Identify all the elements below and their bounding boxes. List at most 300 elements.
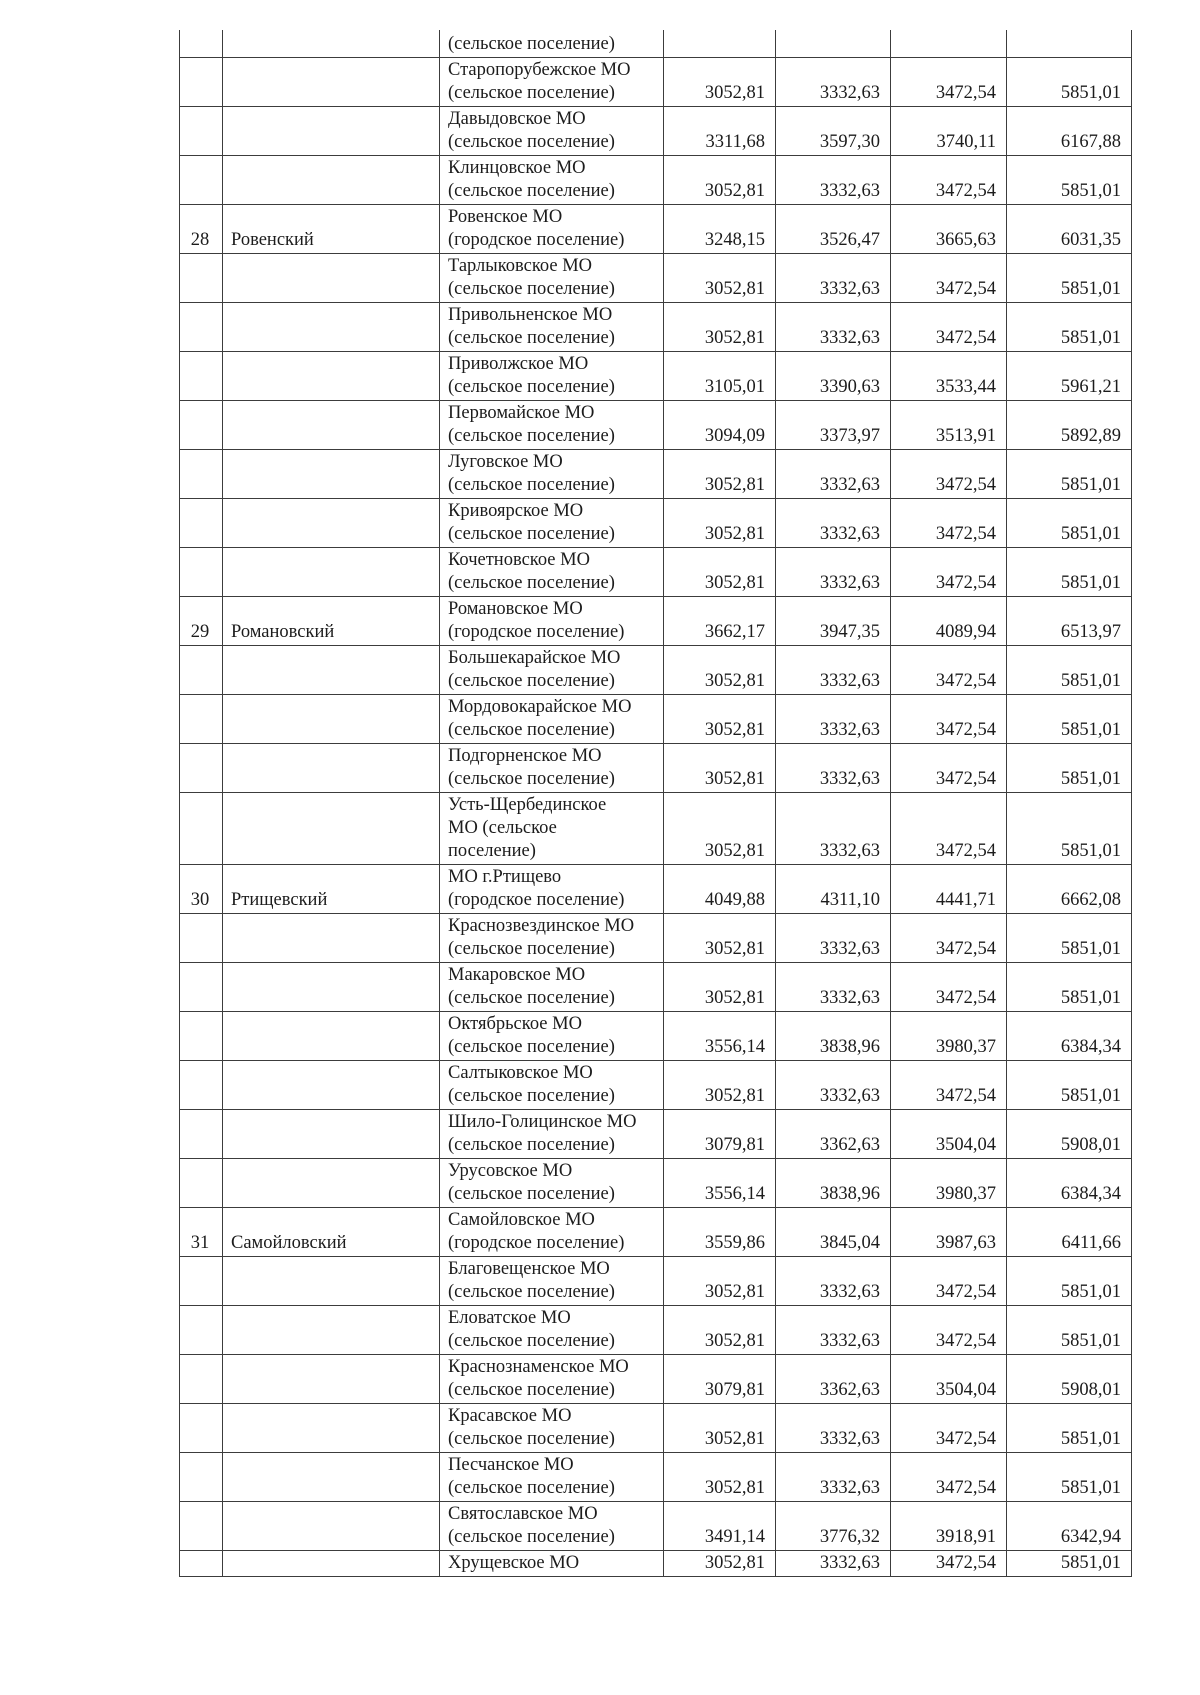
rate-value-cell-4: 6411,66 bbox=[1007, 1208, 1132, 1257]
district-name-cell bbox=[223, 30, 440, 58]
municipality-name-line: Святославское МО bbox=[448, 1504, 598, 1524]
rate-value-cell-3: 3472,54 bbox=[891, 1453, 1007, 1502]
rate-value-cell-4: 5892,89 bbox=[1007, 401, 1132, 450]
rate-value-cell-1: 4049,88 bbox=[664, 865, 776, 914]
row-number-cell: 30 bbox=[180, 865, 223, 914]
rate-value-cell-2: 3332,63 bbox=[776, 254, 891, 303]
rate-value-cell-2: 3332,63 bbox=[776, 793, 891, 865]
row-number-cell bbox=[180, 352, 223, 401]
municipality-name-line: (сельское поселение) bbox=[448, 671, 615, 691]
table-row bbox=[180, 865, 1132, 914]
municipality-name-cell bbox=[440, 205, 664, 254]
row-number-cell: 29 bbox=[180, 597, 223, 646]
rate-value-cell-3: 3472,54 bbox=[891, 1551, 1007, 1577]
rate-value-cell-1: 3052,81 bbox=[664, 156, 776, 205]
rate-value-cell-3: 3472,54 bbox=[891, 744, 1007, 793]
rate-value-cell-2: 3373,97 bbox=[776, 401, 891, 450]
rate-value-cell-4: 5851,01 bbox=[1007, 58, 1132, 107]
municipality-name-line: (сельское поселение) bbox=[448, 1135, 615, 1155]
rate-value-cell-2: 3332,63 bbox=[776, 1551, 891, 1577]
rate-value-cell-2: 3332,63 bbox=[776, 156, 891, 205]
rate-value-cell-1: 3079,81 bbox=[664, 1355, 776, 1404]
municipality-name-cell bbox=[440, 793, 664, 865]
table-row bbox=[180, 963, 1132, 1012]
municipality-name-cell bbox=[440, 1306, 664, 1355]
table-row bbox=[180, 914, 1132, 963]
municipality-name-cell bbox=[440, 1208, 664, 1257]
row-number-cell bbox=[180, 107, 223, 156]
district-name-cell bbox=[223, 1502, 440, 1551]
row-number-cell bbox=[180, 1453, 223, 1502]
municipality-name-cell bbox=[440, 499, 664, 548]
row-number-cell bbox=[180, 695, 223, 744]
row-number-cell bbox=[180, 1306, 223, 1355]
rate-value-cell-1: 3052,81 bbox=[664, 914, 776, 963]
district-name-cell bbox=[223, 1110, 440, 1159]
table-row bbox=[180, 1159, 1132, 1208]
rate-value-cell-4: 5908,01 bbox=[1007, 1355, 1132, 1404]
rate-value-cell-3: 3987,63 bbox=[891, 1208, 1007, 1257]
table-row bbox=[180, 1355, 1132, 1404]
table-row bbox=[180, 1061, 1132, 1110]
municipality-name-line: Еловатское МО bbox=[448, 1308, 571, 1328]
municipality-name-line: Шило-Голицинское МО bbox=[448, 1112, 637, 1132]
municipality-name-cell bbox=[440, 1404, 664, 1453]
table-row bbox=[180, 548, 1132, 597]
district-name-cell: Самойловский bbox=[223, 1208, 440, 1257]
rate-value-cell-1: 3079,81 bbox=[664, 1110, 776, 1159]
rate-value-cell-2: 3332,63 bbox=[776, 548, 891, 597]
rate-value-cell-2: 3332,63 bbox=[776, 646, 891, 695]
settlement-rates-table bbox=[179, 30, 1132, 1577]
district-name-cell bbox=[223, 744, 440, 793]
municipality-name-cell bbox=[440, 107, 664, 156]
municipality-name-line: (сельское поселение) bbox=[448, 1331, 615, 1351]
rate-value-cell-2: 3362,63 bbox=[776, 1355, 891, 1404]
municipality-name-cell bbox=[440, 865, 664, 914]
row-number-cell bbox=[180, 30, 223, 58]
municipality-name-cell bbox=[440, 352, 664, 401]
municipality-name-line: МО (сельское bbox=[448, 818, 557, 838]
municipality-name-line: (сельское поселение) bbox=[448, 1282, 615, 1302]
municipality-name-line: (сельское поселение) bbox=[448, 426, 615, 446]
row-number-cell bbox=[180, 1110, 223, 1159]
rate-value-cell-2: 3362,63 bbox=[776, 1110, 891, 1159]
rate-value-cell-1: 3556,14 bbox=[664, 1012, 776, 1061]
municipality-name-line: Тарлыковское МО bbox=[448, 256, 593, 276]
rate-value-cell-3: 3504,04 bbox=[891, 1110, 1007, 1159]
rate-value-cell-1: 3052,81 bbox=[664, 744, 776, 793]
rate-value-cell-3: 3980,37 bbox=[891, 1159, 1007, 1208]
municipality-name-line: (сельское поселение) bbox=[448, 1527, 615, 1547]
rate-value-cell-1: 3556,14 bbox=[664, 1159, 776, 1208]
table-row bbox=[180, 1502, 1132, 1551]
rate-value-cell-3: 3472,54 bbox=[891, 156, 1007, 205]
rate-value-cell-1: 3311,68 bbox=[664, 107, 776, 156]
municipality-name-line: Краснозвездинское МО bbox=[448, 916, 635, 936]
rate-value-cell-3: 3472,54 bbox=[891, 695, 1007, 744]
rate-value-cell-3: 3472,54 bbox=[891, 499, 1007, 548]
rate-value-cell-1: 3052,81 bbox=[664, 548, 776, 597]
municipality-name-line: (сельское поселение) bbox=[448, 1037, 615, 1057]
municipality-name-cell bbox=[440, 1257, 664, 1306]
rate-value-cell-1: 3052,81 bbox=[664, 1257, 776, 1306]
rate-value-cell-1: 3491,14 bbox=[664, 1502, 776, 1551]
district-name-cell bbox=[223, 914, 440, 963]
municipality-name-cell bbox=[440, 450, 664, 499]
rate-value-cell-1: 3052,81 bbox=[664, 695, 776, 744]
rate-value-cell-2: 3332,63 bbox=[776, 695, 891, 744]
rate-value-cell-1: 3052,81 bbox=[664, 254, 776, 303]
rate-value-cell-3: 3665,63 bbox=[891, 205, 1007, 254]
municipality-name-line: Клинцовское МО bbox=[448, 158, 586, 178]
rate-value-cell-4: 5851,01 bbox=[1007, 1061, 1132, 1110]
rate-value-cell-4: 5851,01 bbox=[1007, 695, 1132, 744]
municipality-name-line: Привольненское МО bbox=[448, 305, 613, 325]
rate-value-cell-1: 3052,81 bbox=[664, 1551, 776, 1577]
municipality-name-cell bbox=[440, 58, 664, 107]
municipality-name-line: (сельское поселение) bbox=[448, 328, 615, 348]
table-row bbox=[180, 450, 1132, 499]
municipality-name-line: Кочетновское МО bbox=[448, 550, 590, 570]
rate-value-cell-4: 5851,01 bbox=[1007, 1453, 1132, 1502]
row-number-cell bbox=[180, 914, 223, 963]
municipality-name-cell bbox=[440, 744, 664, 793]
rate-value-cell-2: 3332,63 bbox=[776, 914, 891, 963]
rate-value-cell-2: 3526,47 bbox=[776, 205, 891, 254]
row-number-cell bbox=[180, 646, 223, 695]
municipality-name-cell bbox=[440, 1502, 664, 1551]
row-number-cell bbox=[180, 1551, 223, 1577]
rate-value-cell-2: 3838,96 bbox=[776, 1012, 891, 1061]
rate-value-cell-3: 3472,54 bbox=[891, 450, 1007, 499]
rate-value-cell-4: 5851,01 bbox=[1007, 1551, 1132, 1577]
municipality-name-cell bbox=[440, 1110, 664, 1159]
municipality-name-cell bbox=[440, 1551, 664, 1577]
rate-value-cell-3: 3472,54 bbox=[891, 646, 1007, 695]
municipality-name-line: (городское поселение) bbox=[448, 622, 625, 642]
municipality-name-line: Первомайское МО bbox=[448, 403, 595, 423]
table-row bbox=[180, 695, 1132, 744]
rate-value-cell-4: 5851,01 bbox=[1007, 303, 1132, 352]
municipality-name-line: (городское поселение) bbox=[448, 1233, 625, 1253]
municipality-name-cell bbox=[440, 548, 664, 597]
rate-value-cell-1: 3559,86 bbox=[664, 1208, 776, 1257]
row-number-cell bbox=[180, 1404, 223, 1453]
rate-value-cell-3: 3980,37 bbox=[891, 1012, 1007, 1061]
rate-value-cell-4: 5851,01 bbox=[1007, 499, 1132, 548]
rate-value-cell-3: 4441,71 bbox=[891, 865, 1007, 914]
municipality-name-line: (городское поселение) bbox=[448, 230, 625, 250]
table-row bbox=[180, 1453, 1132, 1502]
district-name-cell bbox=[223, 1404, 440, 1453]
rate-value-cell-4: 5851,01 bbox=[1007, 156, 1132, 205]
municipality-name-line: Благовещенское МО bbox=[448, 1259, 610, 1279]
rate-value-cell-1 bbox=[664, 30, 776, 58]
municipality-name-line: (сельское поселение) bbox=[448, 939, 615, 959]
rate-value-cell-2: 4311,10 bbox=[776, 865, 891, 914]
rate-value-cell-4: 6342,94 bbox=[1007, 1502, 1132, 1551]
municipality-name-line: (сельское поселение) bbox=[448, 573, 615, 593]
district-name-cell bbox=[223, 58, 440, 107]
rate-value-cell-2: 3332,63 bbox=[776, 499, 891, 548]
row-number-cell bbox=[180, 1257, 223, 1306]
table-row bbox=[180, 107, 1132, 156]
municipality-name-line: Кривоярское МО bbox=[448, 501, 584, 521]
row-number-cell bbox=[180, 1061, 223, 1110]
rate-value-cell-2 bbox=[776, 30, 891, 58]
municipality-name-cell bbox=[440, 1453, 664, 1502]
district-name-cell bbox=[223, 793, 440, 865]
municipality-name-line: (сельское поселение) bbox=[448, 83, 615, 103]
municipality-name-line: Старопорубежское МО bbox=[448, 60, 631, 80]
rate-value-cell-4: 5851,01 bbox=[1007, 1404, 1132, 1453]
rate-value-cell-4: 5908,01 bbox=[1007, 1110, 1132, 1159]
rate-value-cell-2: 3332,63 bbox=[776, 963, 891, 1012]
district-name-cell bbox=[223, 1355, 440, 1404]
rate-value-cell-2: 3838,96 bbox=[776, 1159, 891, 1208]
table-row bbox=[180, 156, 1132, 205]
rate-value-cell-4: 5851,01 bbox=[1007, 963, 1132, 1012]
rate-value-cell-1: 3052,81 bbox=[664, 1061, 776, 1110]
row-number-cell bbox=[180, 1159, 223, 1208]
municipality-name-line: Урусовское МО bbox=[448, 1161, 573, 1181]
rate-value-cell-4: 6662,08 bbox=[1007, 865, 1132, 914]
rate-value-cell-2: 3597,30 bbox=[776, 107, 891, 156]
municipality-name-cell bbox=[440, 597, 664, 646]
rate-value-cell-2: 3332,63 bbox=[776, 744, 891, 793]
rate-value-cell-1: 3052,81 bbox=[664, 1453, 776, 1502]
municipality-name-cell bbox=[440, 914, 664, 963]
district-name-cell: Ровенский bbox=[223, 205, 440, 254]
rate-value-cell-4 bbox=[1007, 30, 1132, 58]
municipality-name-cell bbox=[440, 646, 664, 695]
rate-value-cell-1: 3052,81 bbox=[664, 963, 776, 1012]
municipality-name-cell bbox=[440, 156, 664, 205]
row-number-cell bbox=[180, 744, 223, 793]
district-name-cell bbox=[223, 107, 440, 156]
rate-value-cell-3: 3533,44 bbox=[891, 352, 1007, 401]
district-name-cell bbox=[223, 1453, 440, 1502]
row-number-cell bbox=[180, 58, 223, 107]
row-number-cell: 28 bbox=[180, 205, 223, 254]
table-row bbox=[180, 499, 1132, 548]
row-number-cell bbox=[180, 499, 223, 548]
rate-value-cell-4: 5851,01 bbox=[1007, 646, 1132, 695]
rate-value-cell-4: 5961,21 bbox=[1007, 352, 1132, 401]
rate-value-cell-3 bbox=[891, 30, 1007, 58]
rate-value-cell-1: 3052,81 bbox=[664, 450, 776, 499]
row-number-cell bbox=[180, 1502, 223, 1551]
municipality-name-line: Большекарайское МО bbox=[448, 648, 621, 668]
municipality-name-cell bbox=[440, 303, 664, 352]
table-row bbox=[180, 303, 1132, 352]
rate-value-cell-4: 6384,34 bbox=[1007, 1012, 1132, 1061]
table-row bbox=[180, 352, 1132, 401]
row-number-cell bbox=[180, 450, 223, 499]
row-number-cell bbox=[180, 303, 223, 352]
municipality-name-cell bbox=[440, 1061, 664, 1110]
row-number-cell bbox=[180, 156, 223, 205]
municipality-name-line: Макаровское МО bbox=[448, 965, 586, 985]
district-name-cell bbox=[223, 499, 440, 548]
municipality-name-line: Приволжское МО bbox=[448, 354, 589, 374]
municipality-name-line: (сельское поселение) bbox=[448, 1086, 615, 1106]
municipality-name-cell bbox=[440, 254, 664, 303]
row-number-cell bbox=[180, 548, 223, 597]
rate-value-cell-2: 3332,63 bbox=[776, 1404, 891, 1453]
table-row bbox=[180, 1110, 1132, 1159]
municipality-name-line: Хрущевское МО bbox=[448, 1553, 580, 1573]
rate-value-cell-3: 3504,04 bbox=[891, 1355, 1007, 1404]
municipality-name-cell bbox=[440, 1159, 664, 1208]
rate-value-cell-1: 3105,01 bbox=[664, 352, 776, 401]
rate-value-cell-1: 3052,81 bbox=[664, 499, 776, 548]
rate-value-cell-1: 3052,81 bbox=[664, 303, 776, 352]
rate-value-cell-4: 5851,01 bbox=[1007, 1306, 1132, 1355]
rate-value-cell-3: 3513,91 bbox=[891, 401, 1007, 450]
table-row bbox=[180, 58, 1132, 107]
municipality-name-line: Октябрьское МО bbox=[448, 1014, 582, 1034]
municipality-name-line: Луговское МО bbox=[448, 452, 563, 472]
table-row bbox=[180, 793, 1132, 865]
rate-value-cell-1: 3052,81 bbox=[664, 646, 776, 695]
rate-value-cell-4: 6167,88 bbox=[1007, 107, 1132, 156]
district-name-cell bbox=[223, 1061, 440, 1110]
table-row bbox=[180, 1551, 1132, 1577]
table-row bbox=[180, 254, 1132, 303]
municipality-name-line: (сельское поселение) bbox=[448, 132, 615, 152]
rate-value-cell-2: 3845,04 bbox=[776, 1208, 891, 1257]
district-name-cell bbox=[223, 1012, 440, 1061]
municipality-name-cell bbox=[440, 401, 664, 450]
table-body bbox=[180, 30, 1132, 1577]
row-number-cell bbox=[180, 793, 223, 865]
rate-value-cell-3: 3472,54 bbox=[891, 914, 1007, 963]
municipality-name-cell bbox=[440, 1355, 664, 1404]
municipality-name-line: (сельское поселение) bbox=[448, 1429, 615, 1449]
municipality-name-line: Самойловское МО bbox=[448, 1210, 595, 1230]
rate-value-cell-1: 3052,81 bbox=[664, 1404, 776, 1453]
rate-value-cell-3: 3472,54 bbox=[891, 303, 1007, 352]
district-name-cell bbox=[223, 646, 440, 695]
row-number-cell bbox=[180, 963, 223, 1012]
district-name-cell bbox=[223, 156, 440, 205]
rate-value-cell-3: 3740,11 bbox=[891, 107, 1007, 156]
rate-value-cell-1: 3052,81 bbox=[664, 793, 776, 865]
district-name-cell bbox=[223, 303, 440, 352]
municipality-name-cell bbox=[440, 30, 664, 58]
rate-value-cell-3: 3472,54 bbox=[891, 1404, 1007, 1453]
rate-value-cell-4: 5851,01 bbox=[1007, 914, 1132, 963]
municipality-name-line: Ровенское МО bbox=[448, 207, 563, 227]
rate-value-cell-4: 5851,01 bbox=[1007, 254, 1132, 303]
municipality-name-line: (сельское поселение) bbox=[448, 181, 615, 201]
table-row bbox=[180, 597, 1132, 646]
municipality-name-line: (сельское поселение) bbox=[448, 988, 615, 1008]
rate-value-cell-2: 3776,32 bbox=[776, 1502, 891, 1551]
municipality-name-line: (городское поселение) bbox=[448, 890, 625, 910]
municipality-name-line: (сельское поселение) bbox=[448, 524, 615, 544]
municipality-name-line: Красавское МО bbox=[448, 1406, 572, 1426]
district-name-cell bbox=[223, 1551, 440, 1577]
rate-value-cell-3: 3472,54 bbox=[891, 254, 1007, 303]
rate-value-cell-1: 3248,15 bbox=[664, 205, 776, 254]
rate-value-cell-4: 5851,01 bbox=[1007, 548, 1132, 597]
rate-value-cell-2: 3947,35 bbox=[776, 597, 891, 646]
table-row bbox=[180, 1404, 1132, 1453]
rate-value-cell-4: 6384,34 bbox=[1007, 1159, 1132, 1208]
rate-value-cell-1: 3052,81 bbox=[664, 58, 776, 107]
rate-value-cell-3: 3472,54 bbox=[891, 1306, 1007, 1355]
municipality-name-line: Салтыковское МО bbox=[448, 1063, 593, 1083]
rate-value-cell-3: 3472,54 bbox=[891, 58, 1007, 107]
district-name-cell bbox=[223, 1159, 440, 1208]
municipality-name-line: (сельское поселение) bbox=[448, 279, 615, 299]
rate-value-cell-3: 3472,54 bbox=[891, 1257, 1007, 1306]
row-number-cell bbox=[180, 254, 223, 303]
rate-value-cell-4: 5851,01 bbox=[1007, 793, 1132, 865]
rate-value-cell-2: 3332,63 bbox=[776, 1306, 891, 1355]
municipality-name-line: (сельское поселение) bbox=[448, 769, 615, 789]
district-name-cell bbox=[223, 352, 440, 401]
rate-value-cell-1: 3052,81 bbox=[664, 1306, 776, 1355]
municipality-name-line: Усть-Щербединское bbox=[448, 795, 607, 815]
municipality-name-line: Песчанское МО bbox=[448, 1455, 574, 1475]
district-name-cell bbox=[223, 450, 440, 499]
rate-value-cell-4: 5851,01 bbox=[1007, 1257, 1132, 1306]
municipality-name-line: (сельское поселение) bbox=[448, 1380, 615, 1400]
rate-value-cell-3: 3472,54 bbox=[891, 963, 1007, 1012]
district-name-cell: Ртищевский bbox=[223, 865, 440, 914]
rate-value-cell-3: 3472,54 bbox=[891, 793, 1007, 865]
rate-value-cell-2: 3332,63 bbox=[776, 1257, 891, 1306]
district-name-cell bbox=[223, 401, 440, 450]
municipality-name-line: Краснознаменское МО bbox=[448, 1357, 629, 1377]
municipality-name-line: Подгорненское МО bbox=[448, 746, 602, 766]
rate-value-cell-3: 4089,94 bbox=[891, 597, 1007, 646]
rate-value-cell-2: 3332,63 bbox=[776, 450, 891, 499]
rate-value-cell-4: 5851,01 bbox=[1007, 450, 1132, 499]
municipality-name-line: Романовское МО bbox=[448, 599, 583, 619]
row-number-cell bbox=[180, 401, 223, 450]
rate-value-cell-2: 3332,63 bbox=[776, 1453, 891, 1502]
district-name-cell bbox=[223, 695, 440, 744]
rate-value-cell-1: 3662,17 bbox=[664, 597, 776, 646]
municipality-name-line: Давыдовское МО bbox=[448, 109, 586, 129]
rate-value-cell-2: 3332,63 bbox=[776, 303, 891, 352]
table-row bbox=[180, 1306, 1132, 1355]
municipality-name-line: (сельское поселение) bbox=[448, 720, 615, 740]
row-number-cell bbox=[180, 1355, 223, 1404]
municipality-name-line: (сельское поселение) bbox=[448, 475, 615, 495]
municipality-name-line: поселение) bbox=[448, 841, 536, 861]
rate-value-cell-4: 6031,35 bbox=[1007, 205, 1132, 254]
table-row bbox=[180, 744, 1132, 793]
municipality-name-line: Мордовокарайское МО bbox=[448, 697, 632, 717]
table-row bbox=[180, 30, 1132, 58]
table-row bbox=[180, 1257, 1132, 1306]
rate-value-cell-4: 5851,01 bbox=[1007, 744, 1132, 793]
table-row bbox=[180, 205, 1132, 254]
municipality-name-line: (сельское поселение) bbox=[448, 377, 615, 397]
district-name-cell bbox=[223, 1257, 440, 1306]
table-row bbox=[180, 1012, 1132, 1061]
rate-value-cell-3: 3472,54 bbox=[891, 1061, 1007, 1110]
rate-value-cell-3: 3472,54 bbox=[891, 548, 1007, 597]
table-row bbox=[180, 1208, 1132, 1257]
rate-value-cell-1: 3094,09 bbox=[664, 401, 776, 450]
